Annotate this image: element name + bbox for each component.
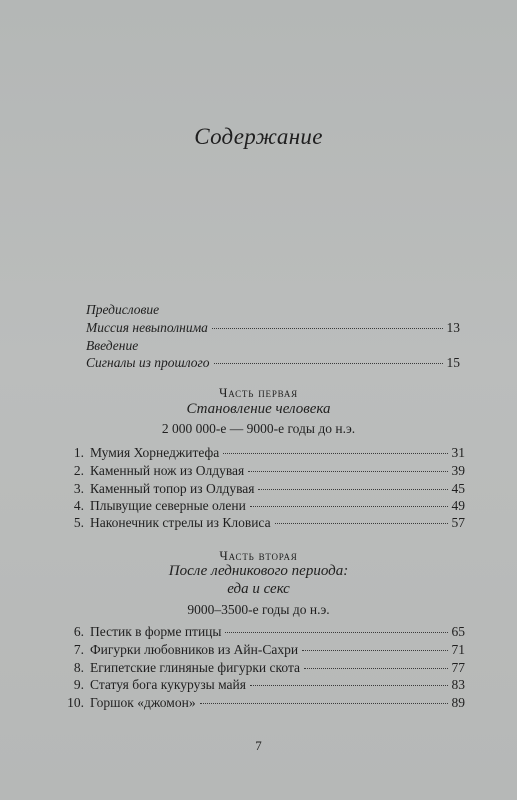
page-title: Содержание <box>194 124 323 149</box>
dot-leader <box>248 471 447 472</box>
dot-leader <box>304 668 447 669</box>
part1-label: Часть первая <box>219 385 298 400</box>
toc-entry-1 <box>60 445 465 465</box>
dot-leader <box>212 328 443 329</box>
dot-leader <box>200 703 448 704</box>
entry-page: 39 <box>451 463 465 478</box>
entry-number: 8. <box>73 660 84 675</box>
entry-label: Горшок «джомон» <box>90 695 196 710</box>
toc-entry-preface <box>86 320 460 340</box>
intro-heading: Введение <box>86 338 139 353</box>
dot-leader <box>225 632 447 633</box>
toc-entry-7 <box>60 642 465 662</box>
toc-entry-6 <box>60 624 465 644</box>
toc-entry-10 <box>60 695 465 715</box>
preface-heading: Предисловие <box>86 302 160 317</box>
part1-title: Становление человека <box>186 401 331 417</box>
toc-entry-9 <box>60 677 465 697</box>
entry-page: 65 <box>451 624 465 639</box>
entry-page: 89 <box>451 695 465 710</box>
part2-dates: 9000–3500-е годы до н.э. <box>187 602 330 617</box>
entry-page: 83 <box>451 677 465 692</box>
entry-number: 4. <box>73 498 84 513</box>
part2-title-line2: еда и секс <box>227 581 290 597</box>
dot-leader <box>250 506 448 507</box>
entry-page: 45 <box>451 481 465 496</box>
dot-leader <box>223 453 447 454</box>
entry-label: Мумия Хорнеджитефа <box>90 445 220 460</box>
entry-page: 77 <box>451 660 465 675</box>
toc-entry-intro <box>86 355 460 375</box>
dot-leader <box>250 685 448 686</box>
toc-entry-page: 13 <box>446 320 460 335</box>
entry-page: 31 <box>451 445 465 460</box>
toc-entry-label: Сигналы из прошлого <box>86 355 210 370</box>
toc-entry-label: Миссия невыполнима <box>86 320 208 335</box>
entry-number: 3. <box>73 481 84 496</box>
entry-number: 5. <box>73 515 84 530</box>
entry-label: Египетские глиняные фигурки скота <box>90 660 301 675</box>
entry-label: Каменный нож из Олдувая <box>90 463 245 478</box>
dot-leader <box>302 650 447 651</box>
entry-label: Наконечник стрелы из Кловиса <box>90 515 271 530</box>
toc-entry-page: 15 <box>446 355 460 370</box>
entry-number: 9. <box>73 677 84 692</box>
entry-number: 10. <box>67 695 84 710</box>
entry-label: Каменный топор из Олдувая <box>90 481 255 496</box>
entry-number: 1. <box>73 445 84 460</box>
entry-page: 49 <box>451 498 465 513</box>
dot-leader <box>275 523 448 524</box>
page-number: 7 <box>255 738 262 753</box>
entry-label: Фигурки любовников из Айн-Сахри <box>90 642 299 657</box>
entry-number: 6. <box>73 624 84 639</box>
entry-label: Статуя бога кукурузы майя <box>90 677 246 692</box>
entry-label: Плывущие северные олени <box>90 498 246 513</box>
dot-leader <box>258 489 447 490</box>
entry-number: 2. <box>73 463 84 478</box>
toc-entry-2 <box>60 463 465 483</box>
part2-title-line1: После ледникового периода: <box>168 563 349 579</box>
entry-page: 71 <box>451 642 465 657</box>
dot-leader <box>214 363 443 364</box>
toc-entry-5 <box>60 515 465 535</box>
part1-dates: 2 000 000-е — 9000-е годы до н.э. <box>161 421 356 436</box>
entry-label: Пестик в форме птицы <box>90 624 222 639</box>
entry-number: 7. <box>73 642 84 657</box>
part2-label: Часть вторая <box>219 548 298 563</box>
entry-page: 57 <box>451 515 465 530</box>
